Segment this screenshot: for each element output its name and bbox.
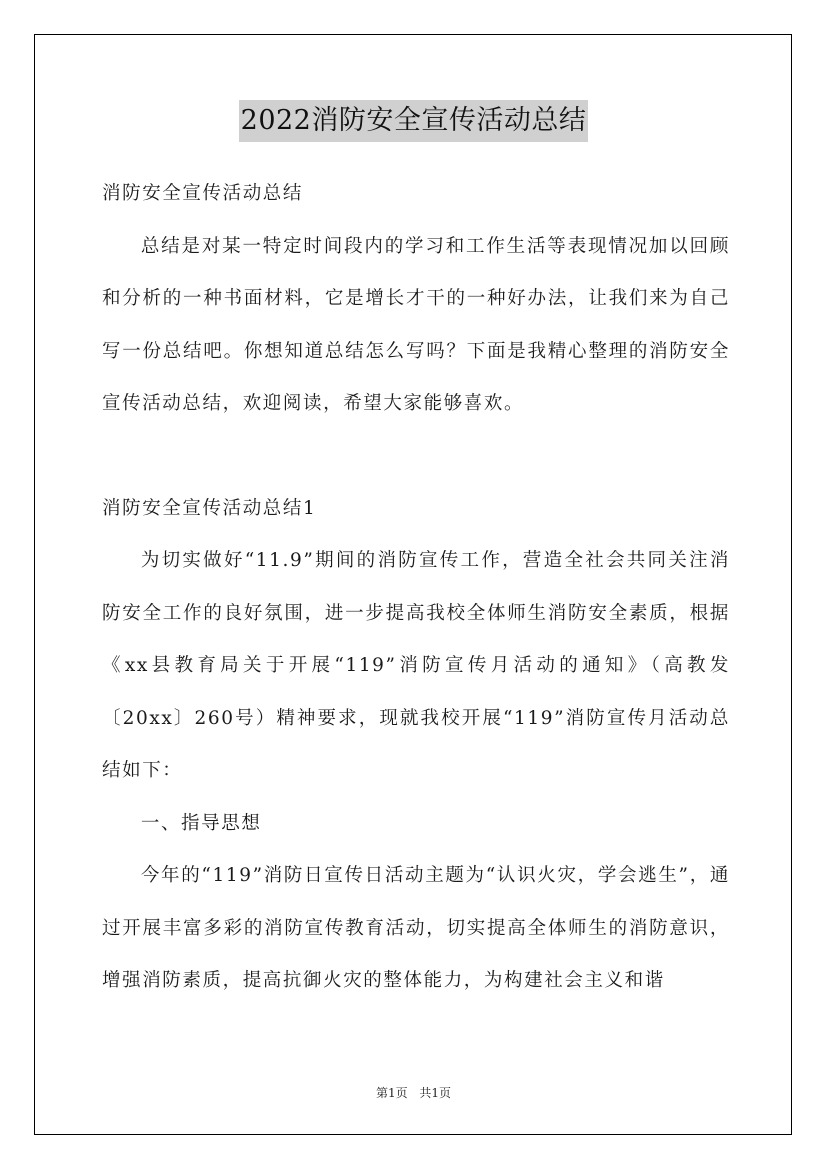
document-title: 2022消防安全宣传活动总结	[239, 100, 589, 142]
section-heading-1: 消防安全宣传活动总结1	[102, 497, 317, 519]
intro-paragraph: 总结是对某一特定时间段内的学习和工作生活等表现情况加以回顾和分析的一种书面材料，它是增长才干的一种好办法，让我们来为自己写一份总结吧。你想知道总结怎么写吗？下面是我精心整理的消防安全宣传活动总结，欢迎阅读，希望大家能够喜欢。	[102, 235, 730, 414]
body-paragraph: 为切实做好“11.9”期间的消防宣传工作，营造全社会共同关注消防安全工作的良好氛围，进一步提高我校全体师生消防安全素质，根据《xx县教育局关于开展“119”消防宣传月活动的通知》（高教发〔20xx〕260号）精神要求，现就我校开展“119”消防宣传月活动总结如下：	[102, 550, 730, 781]
body-paragraph: 今年的“119”消防日宣传日活动主题为“认识火灾，学会逃生”，通过开展丰富多彩的消防宣传教育活动，切实提高全体师生的消防意识，增强消防素质，提高抗御火灾的整体能力，为构建社会主义和谐	[102, 865, 730, 991]
page-number: 第1页	[375, 1086, 408, 1100]
title-container	[0, 100, 827, 142]
section-heading: 消防安全宣传活动总结	[102, 183, 304, 204]
page-total: 共1页	[419, 1086, 452, 1100]
subsection-heading: 一、指导思想	[140, 812, 262, 834]
page-footer	[0, 1084, 827, 1101]
document-body	[102, 168, 730, 1008]
paragraph-spacer	[102, 431, 730, 483]
